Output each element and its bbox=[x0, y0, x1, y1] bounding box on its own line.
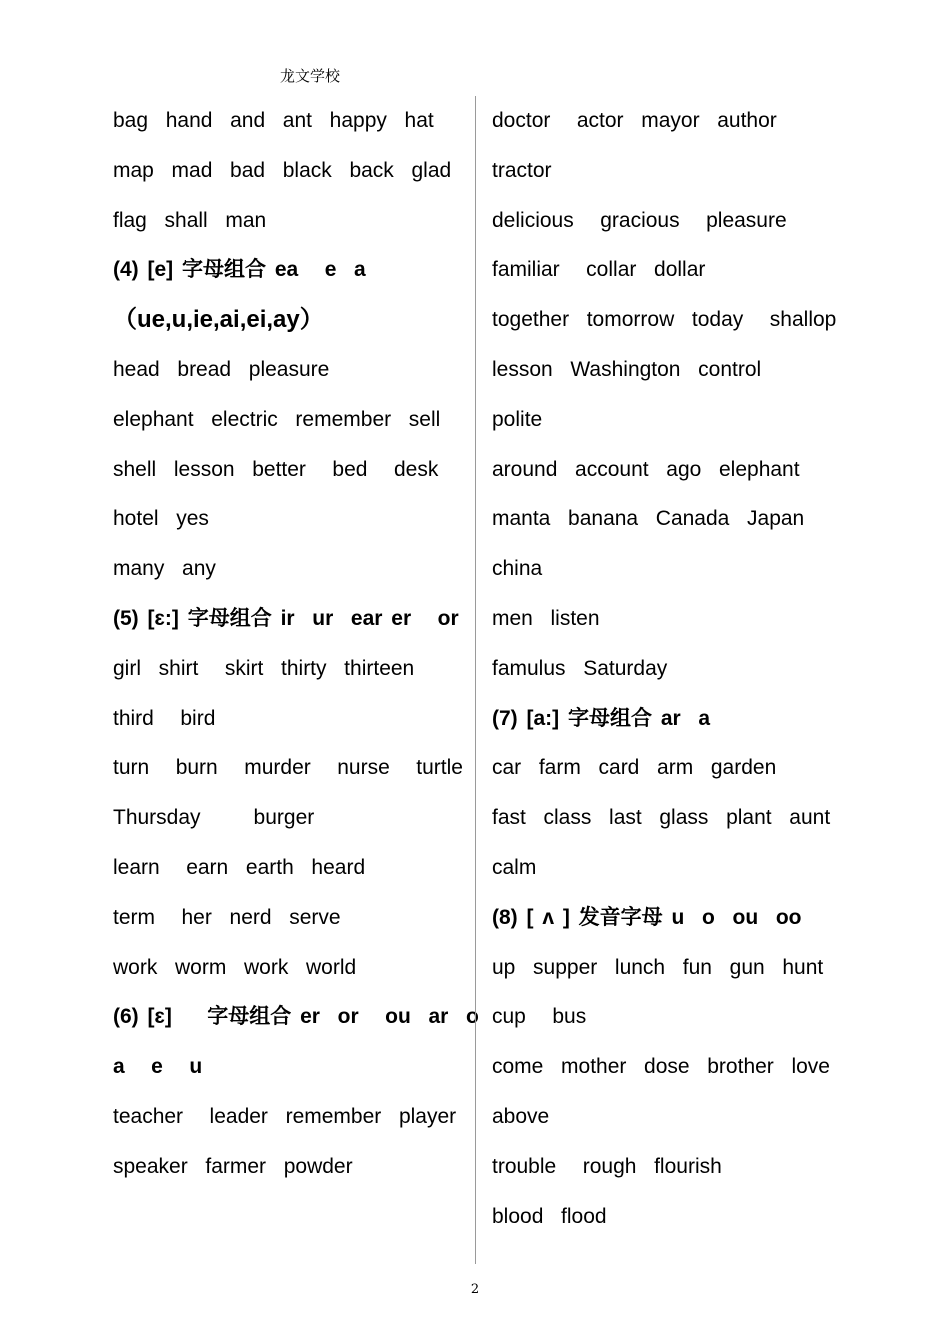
word-list-line: head bread pleasure bbox=[113, 357, 330, 381]
word-list-line: china bbox=[492, 557, 543, 581]
word-list-line: tractor bbox=[492, 158, 552, 182]
word-list-line: work worm work world bbox=[113, 955, 357, 979]
word-list-line: many any bbox=[113, 557, 216, 581]
word-list-line: delicious gracious pleasure bbox=[492, 208, 787, 232]
column-divider bbox=[475, 96, 476, 1264]
word-list-line: calm bbox=[492, 855, 537, 879]
word-list-line: come mother dose brother love bbox=[492, 1055, 830, 1079]
word-list-line: elephant electric remember sell bbox=[113, 407, 441, 431]
word-list-line: teacher leader remember player bbox=[113, 1104, 457, 1128]
left-column-word-list bbox=[113, 96, 479, 1192]
word-list-line: famulus Saturday bbox=[492, 656, 668, 680]
word-list-line: shell lesson better bed desk bbox=[113, 457, 439, 481]
section-heading: (7) [a:] 字母组合 ar a bbox=[492, 706, 711, 730]
word-list-line: speaker farmer powder bbox=[113, 1154, 353, 1178]
word-list-line: together tomorrow today shallop bbox=[492, 308, 837, 332]
word-list-line: turn burn murder nurse turtle bbox=[113, 756, 463, 780]
word-list-line: term her nerd serve bbox=[113, 905, 341, 929]
section-heading: (8) [ ʌ ] 发音字母 u o ou oo bbox=[492, 905, 802, 929]
word-list-line: lesson Washington control bbox=[492, 357, 762, 381]
word-list-line: familiar collar dollar bbox=[492, 258, 706, 282]
word-list-line: third bird bbox=[113, 706, 216, 730]
word-list-line: learn earn earth heard bbox=[113, 855, 366, 879]
section-heading: (4) [e] 字母组合 ea e a bbox=[113, 258, 366, 282]
word-list-line: car farm card arm garden bbox=[492, 756, 777, 780]
section-heading-continued: （ue,u,ie,ai,ei,ay） bbox=[113, 306, 324, 334]
word-list-line: bag hand and ant happy hat bbox=[113, 109, 434, 132]
word-list-line: fast class last glass plant aunt bbox=[492, 806, 831, 830]
word-list-line: manta banana Canada Japan bbox=[492, 507, 805, 531]
section-heading: (5) [ɛ:] 字母组合 ir ur ear er or bbox=[113, 606, 459, 630]
page-header-school-name: 龙文学校 bbox=[280, 67, 341, 85]
word-list-line: doctor actor mayor author bbox=[492, 109, 777, 132]
word-list-line: above bbox=[492, 1104, 550, 1128]
word-list-line: trouble rough flourish bbox=[492, 1154, 722, 1178]
word-list-line: blood flood bbox=[492, 1204, 607, 1228]
section-heading: (6) [ɛ] 字母组合 er or ou ar o bbox=[113, 1005, 479, 1029]
word-list-line: men listen bbox=[492, 606, 600, 630]
word-list-line: Thursday burger bbox=[113, 806, 315, 830]
page-number: 2 bbox=[470, 1282, 480, 1297]
word-list-line: up supper lunch fun gun hunt bbox=[492, 955, 824, 979]
word-list-line: flag shall man bbox=[113, 208, 267, 232]
word-list-line: cup bus bbox=[492, 1005, 587, 1029]
word-list-line: map mad bad black back glad bbox=[113, 158, 452, 182]
right-column-word-list bbox=[492, 96, 852, 1241]
word-list-line: hotel yes bbox=[113, 507, 209, 531]
word-list-line: around account ago elephant bbox=[492, 457, 800, 481]
word-list-line: girl shirt skirt thirty thirteen bbox=[113, 656, 415, 680]
section-heading: a e u bbox=[113, 1055, 203, 1079]
word-list-line: polite bbox=[492, 407, 543, 431]
